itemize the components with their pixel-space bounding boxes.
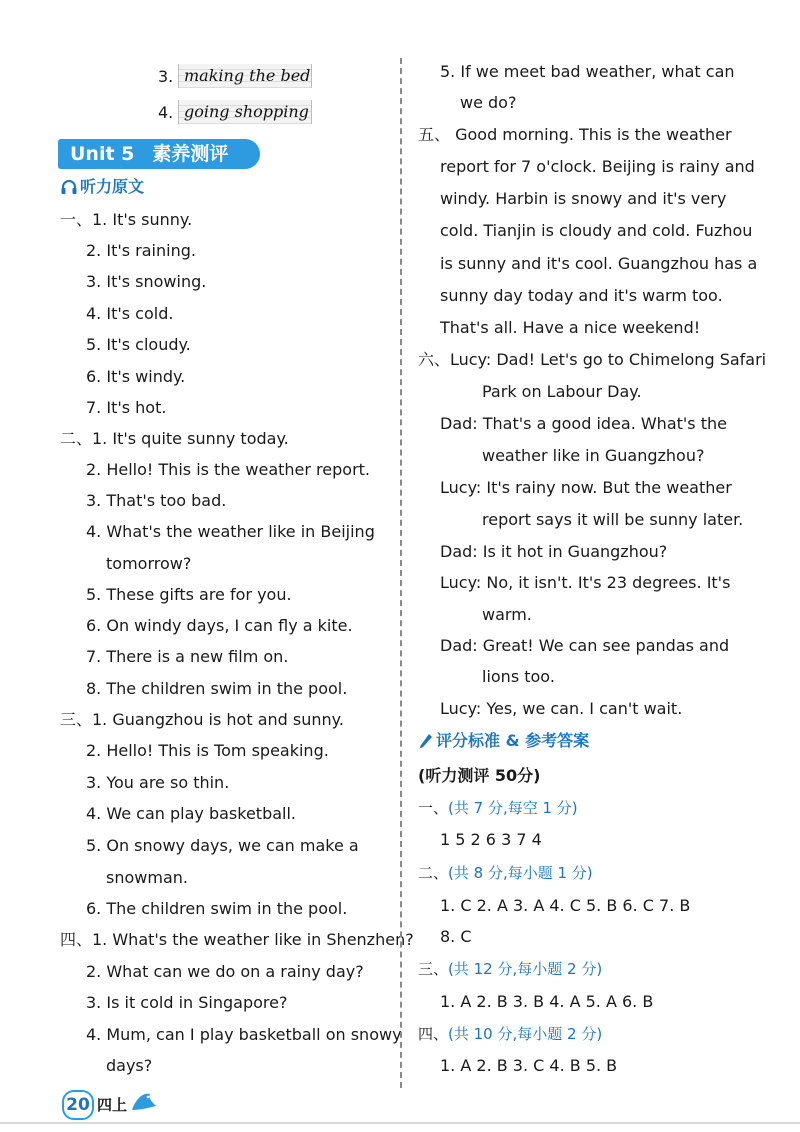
script-line: report says it will be sunny later. (482, 510, 744, 529)
script-line: Dad: Is it hot in Guangzhou? (440, 542, 668, 561)
bottom-rule (0, 1122, 800, 1124)
script-line: 一、1. It's sunny. (60, 210, 193, 229)
pencil-icon (418, 732, 434, 750)
script-line: 4. What's the weather like in Beijing (86, 522, 375, 541)
script-line: 6. On windy days, I can fly a kite. (86, 616, 353, 635)
answer-section-header (418, 797, 578, 819)
bird-mascot-icon (128, 1088, 158, 1114)
writing-answer-4-num: 4. (158, 103, 174, 122)
script-line: report for 7 o'clock. Beijing is rainy and (440, 157, 755, 176)
script-line: 5. If we meet bad weather, what can (440, 62, 735, 81)
script-line: 3. That's too bad. (86, 491, 227, 510)
answer-section-header (418, 958, 602, 980)
script-line: snowman. (106, 868, 188, 887)
headphone-icon (60, 178, 78, 196)
script-line: 7. There is a new film on. (86, 647, 289, 666)
answer-section-rule: (共 8 分,每小题 1 分) (448, 864, 593, 882)
script-line: 6. The children swim in the pool. (86, 899, 348, 918)
answer-section-rule: (共 12 分,每小题 2 分) (448, 960, 603, 978)
grade-label: 四上 (97, 1096, 128, 1114)
script-line: 5. It's cloudy. (86, 335, 191, 354)
writing-answer-3-num: 3. (158, 67, 174, 86)
script-line: 二、1. It's quite sunny today. (60, 429, 289, 448)
answer-section-header (418, 862, 593, 884)
answer-section-num: 一、 (418, 799, 449, 817)
script-line: 六、Lucy: Dad! Let's go to Chimelong Safari (418, 350, 767, 369)
script-line: cold. Tianjin is cloudy and cold. Fuzhou (440, 221, 753, 240)
script-line: lions too. (482, 667, 555, 686)
script-line: 2. It's raining. (86, 241, 196, 260)
script-line: Dad: That's a good idea. What's the (440, 414, 727, 433)
script-line: 5. On snowy days, we can make a (86, 836, 359, 855)
script-line: windy. Harbin is snowy and it's very (440, 189, 727, 208)
script-line: is sunny and it's cool. Guangzhou has a (440, 254, 758, 273)
answer-line: 1 5 2 6 3 7 4 (440, 830, 542, 849)
script-line: 4. It's cold. (86, 304, 174, 323)
writing-answer-4-text: going shopping (184, 102, 309, 121)
answer-line: 1. A 2. B 3. C 4. B 5. B (440, 1056, 618, 1075)
script-line: 五、 Good morning. This is the weather (418, 125, 732, 144)
answer-section-header (418, 1023, 602, 1045)
script-line: warm. (482, 605, 532, 624)
script-line: 四、1. What's the weather like in Shenzhen? (60, 930, 414, 949)
script-line: Dad: Great! We can see pandas and (440, 636, 730, 655)
script-line: 4. Mum, can I play basketball on snowy (86, 1025, 402, 1044)
script-line: 4. We can play basketball. (86, 804, 296, 823)
answer-section-num: 四、 (418, 1025, 449, 1043)
script-line: 2. Hello! This is the weather report. (86, 460, 371, 479)
script-line: 5. These gifts are for you. (86, 585, 292, 604)
column-divider (400, 58, 402, 1088)
script-line: Lucy: It's rainy now. But the weather (440, 478, 732, 497)
script-line: 3. Is it cold in Singapore? (86, 993, 288, 1012)
script-line: 7. It's hot. (86, 398, 167, 417)
answer-line: 8. C (440, 927, 472, 946)
unit-title: 素养测评 (152, 143, 229, 165)
script-line: tomorrow? (106, 554, 192, 573)
answer-line: 1. A 2. B 3. B 4. A 5. A 6. B (440, 992, 654, 1011)
script-line: we do? (460, 93, 517, 112)
answer-section-rule: (共 10 分,每小题 2 分) (448, 1025, 603, 1043)
unit-banner (58, 139, 260, 169)
script-line: days? (106, 1056, 153, 1075)
answer-section-num: 三、 (418, 960, 449, 978)
writing-answer-3-text: making the bed (184, 66, 311, 85)
script-line: That's all. Have a nice weekend! (440, 318, 701, 337)
script-line: 6. It's windy. (86, 367, 186, 386)
listening-script-title: 听力原文 (80, 177, 145, 196)
listening-score: (听力测评 50分) (418, 766, 541, 785)
script-line: 8. The children swim in the pool. (86, 679, 348, 698)
script-line: 3. It's snowing. (86, 272, 207, 291)
answer-section-rule: (共 7 分,每空 1 分) (448, 799, 578, 817)
answers-title: 评分标准 & 参考答案 (436, 731, 590, 750)
script-line: 2. What can we do on a rainy day? (86, 962, 364, 981)
script-line: Lucy: Yes, we can. I can't wait. (440, 699, 683, 718)
answer-line: 1. C 2. A 3. A 4. C 5. B 6. C 7. B (440, 896, 691, 915)
page-number: 20 (62, 1090, 94, 1120)
script-line: weather like in Guangzhou? (482, 446, 705, 465)
answer-section-num: 二、 (418, 864, 449, 882)
script-line: 3. You are so thin. (86, 773, 230, 792)
script-line: 2. Hello! This is Tom speaking. (86, 741, 329, 760)
script-line: sunny day today and it's warm too. (440, 286, 723, 305)
script-line: Lucy: No, it isn't. It's 23 degrees. It's (440, 573, 731, 592)
unit-number: Unit 5 (70, 143, 135, 165)
script-line: Park on Labour Day. (482, 382, 642, 401)
script-line: 三、1. Guangzhou is hot and sunny. (60, 710, 344, 729)
